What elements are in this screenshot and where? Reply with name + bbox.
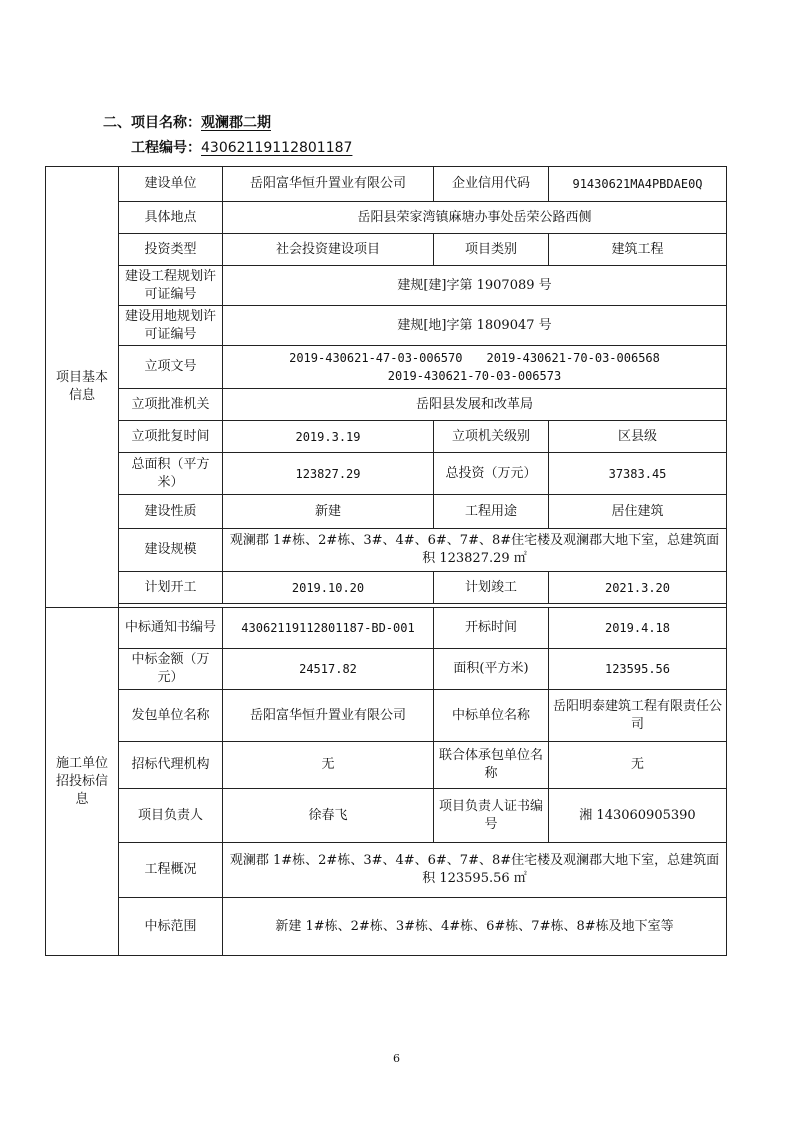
cell-label: 工程用途 [434, 495, 549, 529]
cell-label: 建设工程规划许可证编号 [119, 266, 223, 306]
cell-value: 建规[地]字第 1809047 号 [223, 306, 727, 346]
cell-value: 岳阳富华恒升置业有限公司 [223, 690, 434, 742]
project-info-table [45, 166, 727, 956]
cell-value: 2019.4.18 [549, 608, 727, 649]
table-row [46, 389, 727, 421]
cell-value: 湘 143060905390 [549, 789, 727, 843]
table-row [46, 306, 727, 346]
cell-value: 新建 [223, 495, 434, 529]
approval-doc-line: 2019-430621-70-03-006573 [387, 369, 562, 383]
cell-value: 岳阳县荣家湾镇麻塘办事处岳荣公路西侧 [223, 202, 727, 234]
cell-label: 中标金额（万元） [119, 649, 223, 690]
table-row [46, 421, 727, 453]
cell-label: 联合体承包单位名称 [434, 742, 549, 789]
cell-value: 建规[建]字第 1907089 号 [223, 266, 727, 306]
cell-value: 社会投资建设项目 [223, 234, 434, 266]
cell-value: 91430621MA4PBDAE0Q [549, 167, 727, 202]
cell-label: 项目负责人证书编号 [434, 789, 549, 843]
cell-value: 居住建筑 [549, 495, 727, 529]
table-row [46, 453, 727, 495]
cell-label: 建设性质 [119, 495, 223, 529]
cell-value: 37383.45 [549, 453, 727, 495]
cell-label: 发包单位名称 [119, 690, 223, 742]
table-row [46, 167, 727, 202]
cell-value: 无 [223, 742, 434, 789]
cell-label: 建设用地规划许可证编号 [119, 306, 223, 346]
table-row [46, 742, 727, 789]
cell-value: 岳阳明泰建筑工程有限责任公司 [549, 690, 727, 742]
cell-label: 面积(平方米) [434, 649, 549, 690]
table-row [46, 843, 727, 898]
cell-label: 企业信用代码 [434, 167, 549, 202]
cell-value: 无 [549, 742, 727, 789]
page-number: 6 [393, 1052, 400, 1065]
table-row [46, 649, 727, 690]
cell-value: 建筑工程 [549, 234, 727, 266]
code-label: 工程编号： [131, 140, 201, 156]
table-row [46, 529, 727, 572]
cell-value-approval-docs [223, 346, 727, 389]
cell-value: 岳阳县发展和改革局 [223, 389, 727, 421]
cell-value: 观澜郡 1#栋、2#栋、3#、4#、6#、7#、8#住宅楼及观澜郡大地下室，总建筑面积 123595.56 ㎡ [223, 843, 727, 898]
table-row [46, 608, 727, 649]
approval-doc-line: 2019-430621-47-03-006570 2019-430621-70-03-006568 [289, 351, 660, 365]
cell-value: 2019.10.20 [223, 572, 434, 604]
project-name: 观澜郡二期 [201, 115, 271, 131]
table-row [46, 266, 727, 306]
cell-label: 投资类型 [119, 234, 223, 266]
section-label-bid: 施工单位招投标信息 [46, 608, 119, 956]
table-row [46, 572, 727, 604]
cell-label: 工程概况 [119, 843, 223, 898]
section-label-basic: 项目基本信息 [46, 167, 119, 608]
cell-value: 123827.29 [223, 453, 434, 495]
cell-label: 立项文号 [119, 346, 223, 389]
project-heading [103, 112, 271, 132]
table-row [46, 789, 727, 843]
cell-value: 2019.3.19 [223, 421, 434, 453]
cell-label: 项目类别 [434, 234, 549, 266]
cell-value: 区县级 [549, 421, 727, 453]
cell-label: 中标单位名称 [434, 690, 549, 742]
cell-label: 计划竣工 [434, 572, 549, 604]
project-code-line [131, 137, 352, 157]
table-row [46, 690, 727, 742]
cell-label: 具体地点 [119, 202, 223, 234]
cell-label: 总面积（平方米） [119, 453, 223, 495]
table-row [46, 346, 727, 389]
cell-value: 徐春飞 [223, 789, 434, 843]
cell-label: 建设单位 [119, 167, 223, 202]
cell-label: 招标代理机构 [119, 742, 223, 789]
table-row [46, 898, 727, 956]
cell-value: 24517.82 [223, 649, 434, 690]
cell-label: 建设规模 [119, 529, 223, 572]
table-row [46, 202, 727, 234]
cell-label: 项目负责人 [119, 789, 223, 843]
cell-value: 岳阳富华恒升置业有限公司 [223, 167, 434, 202]
table-row [46, 495, 727, 529]
table-row [46, 234, 727, 266]
cell-value: 43062119112801187-BD-001 [223, 608, 434, 649]
cell-label: 总投资（万元） [434, 453, 549, 495]
cell-label: 立项机关级别 [434, 421, 549, 453]
cell-label: 开标时间 [434, 608, 549, 649]
cell-label: 立项批复时间 [119, 421, 223, 453]
cell-value: 2021.3.20 [549, 572, 727, 604]
cell-label: 中标通知书编号 [119, 608, 223, 649]
cell-value: 123595.56 [549, 649, 727, 690]
section-prefix: 二、项目名称： [103, 115, 201, 131]
code-value: 43062119112801187 [201, 140, 353, 156]
cell-label: 计划开工 [119, 572, 223, 604]
cell-value: 观澜郡 1#栋、2#栋、3#、4#、6#、7#、8#住宅楼及观澜郡大地下室，总建筑面积 123827.29 ㎡ [223, 529, 727, 572]
cell-value: 新建 1#栋、2#栋、3#栋、4#栋、6#栋、7#栋、8#栋及地下室等 [223, 898, 727, 956]
cell-label: 中标范围 [119, 898, 223, 956]
cell-label: 立项批准机关 [119, 389, 223, 421]
